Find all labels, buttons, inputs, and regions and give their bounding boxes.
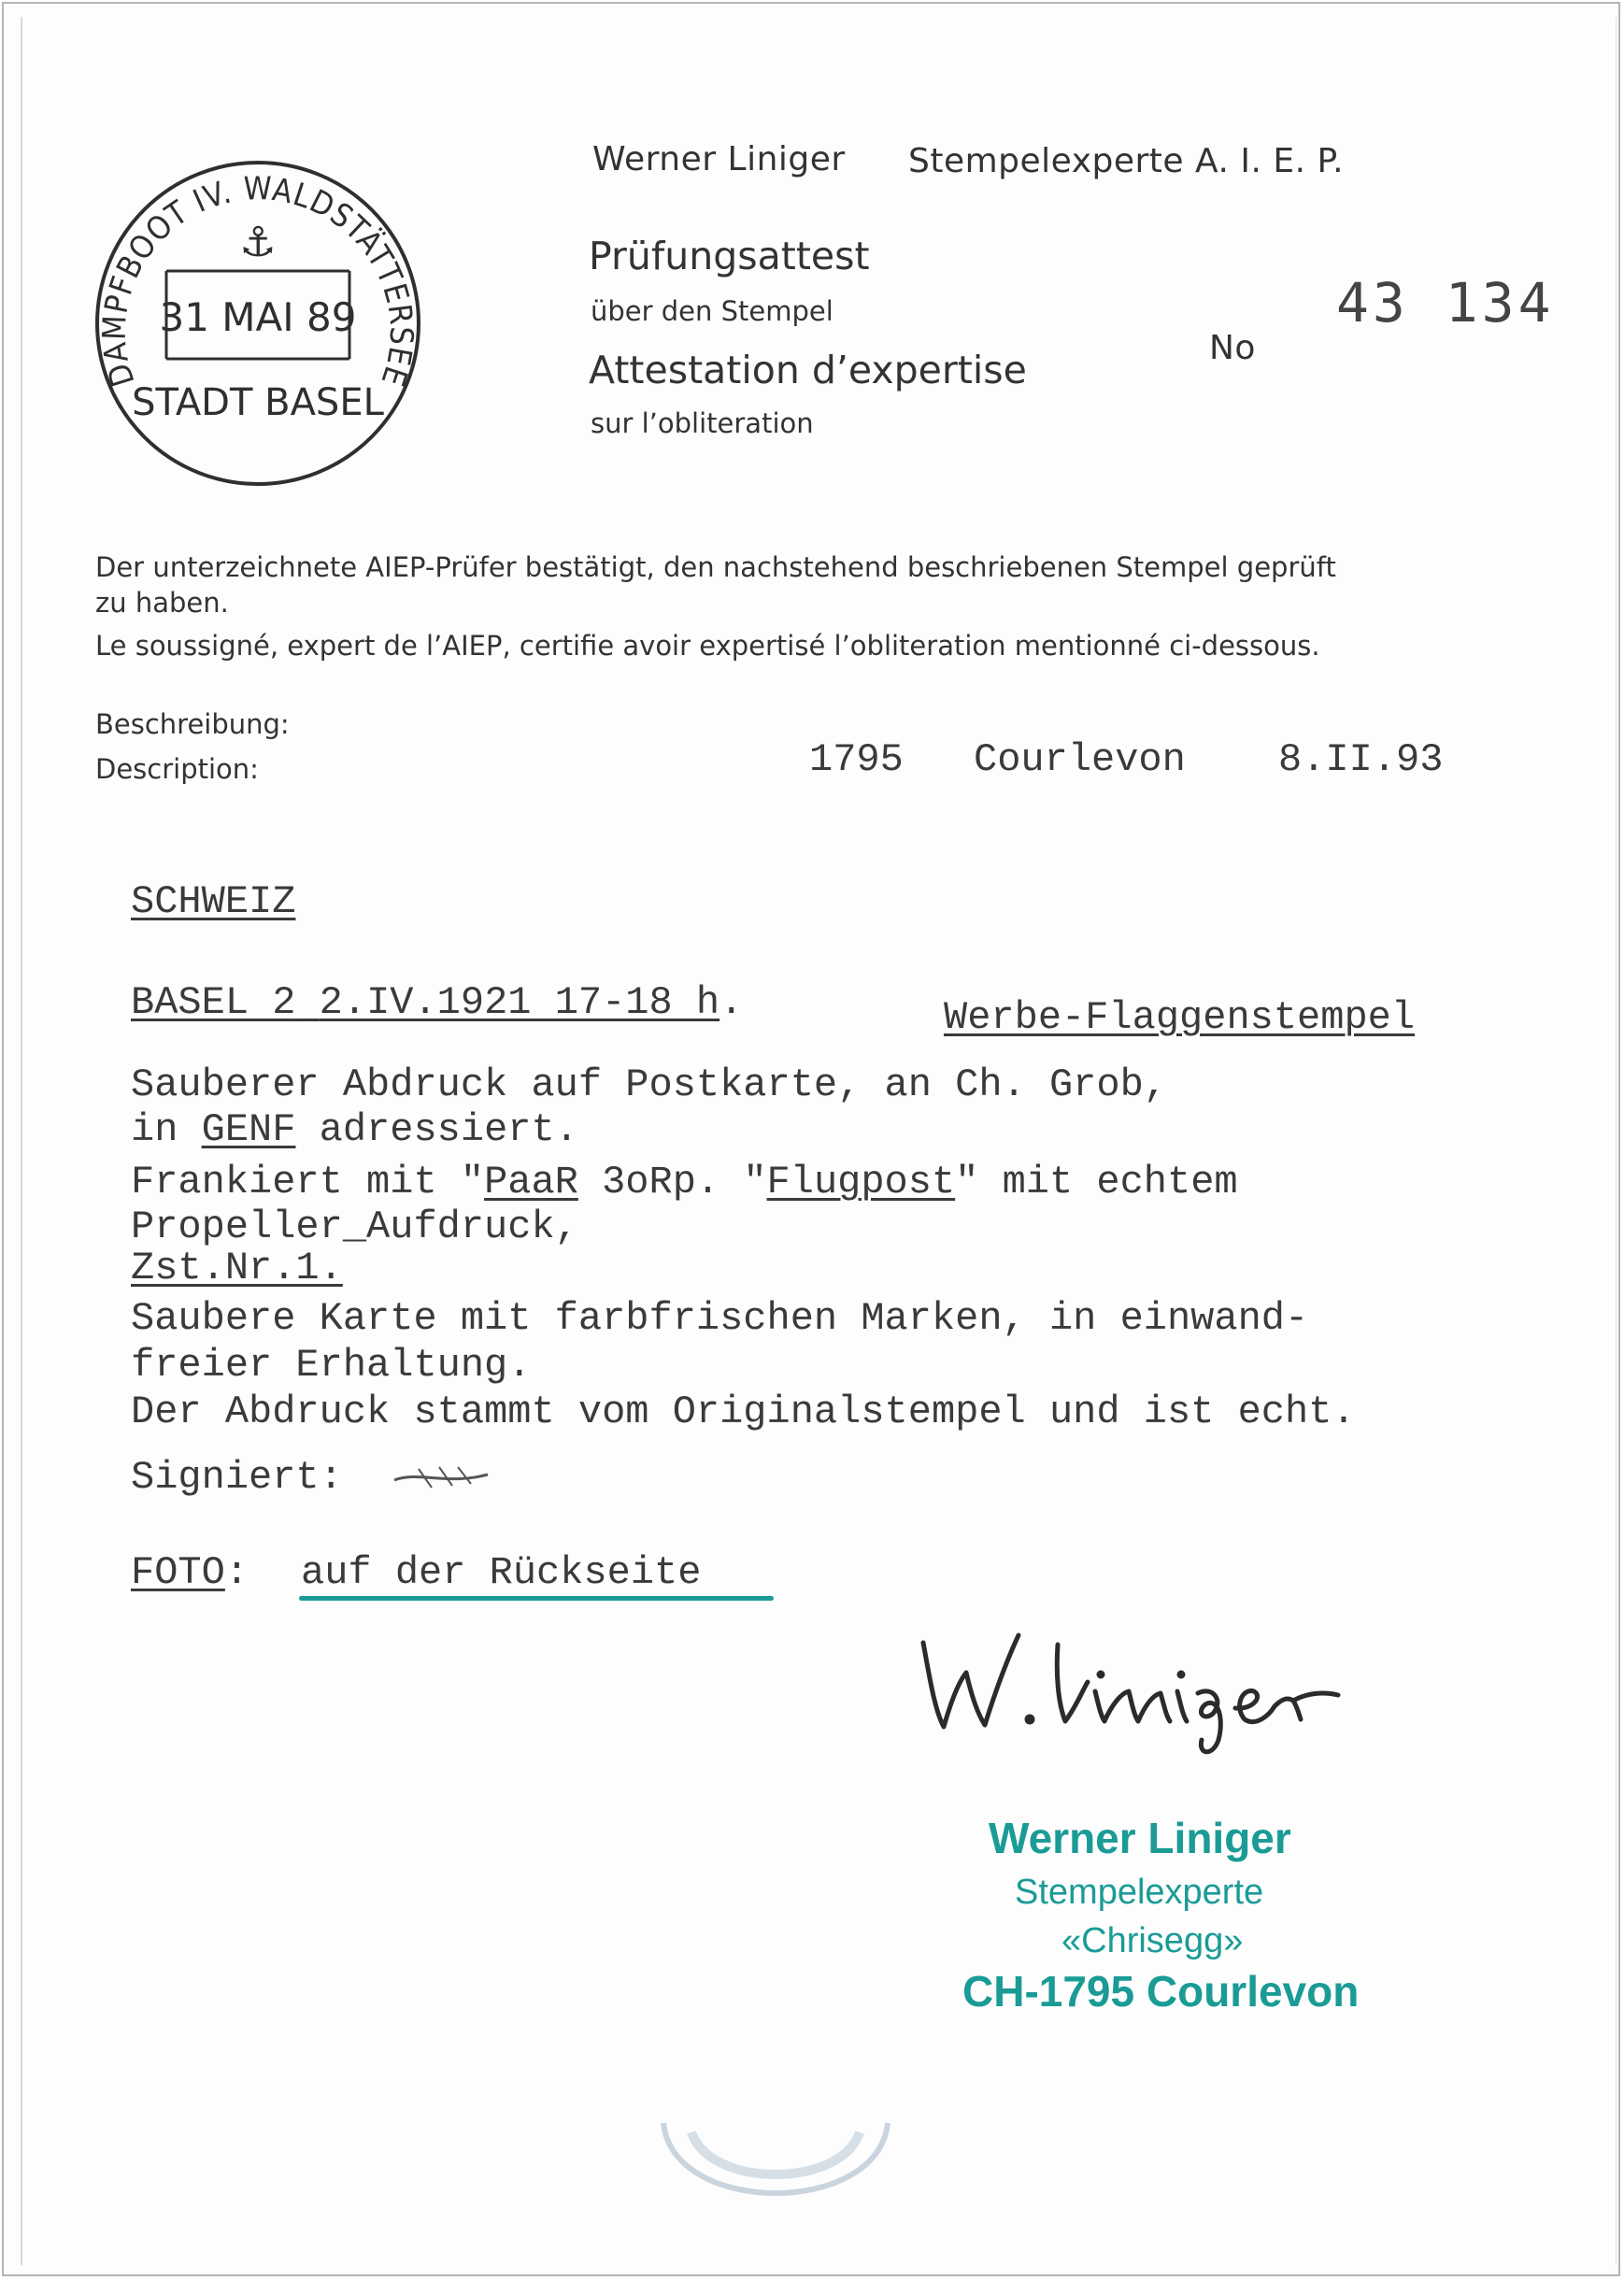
postmark-bottom: STADT BASEL <box>132 381 384 424</box>
foto-label: FOTO <box>131 1550 225 1595</box>
reverse-stamp-showthrough <box>654 2114 897 2244</box>
small-signature-mark <box>391 1461 493 1493</box>
stamp-role: Stempelexperte <box>1015 1873 1264 1912</box>
foto-text: auf der Rückseite <box>301 1550 702 1595</box>
intro-french-line: Le soussigné, expert de l’AIEP, certifie avoir expertisé l’obliteration mentionné ci-dessous. <box>95 630 1320 662</box>
anchor-icon: ⚓ <box>239 219 277 266</box>
number-label: No <box>1209 329 1256 367</box>
subtitle-french: sur l’obliteration <box>591 407 814 439</box>
handwritten-signature <box>916 1617 1383 1757</box>
title-french: Attestation d’expertise <box>589 348 1027 392</box>
body-line-3: Frankiert mit "PaaR 3oRp. "Flugpost" mit echtem <box>131 1160 1238 1204</box>
body-line-7: freier Erhaltung. <box>131 1343 532 1388</box>
body-line-4: Propeller_Aufdruck, <box>131 1204 578 1249</box>
expert-role: Stempelexperte A. I. E. P. <box>908 142 1345 180</box>
body-line-8: Der Abdruck stammt vom Originalstempel und ist echt. <box>131 1389 1356 1434</box>
postmark-arc-text: DAMPFBOOT IV. WALDSTÄTTERSEE <box>95 170 420 392</box>
expert-name: Werner Liniger <box>592 140 846 178</box>
body-line-1: Sauberer Abdruck auf Postkarte, an Ch. Grob, <box>131 1062 1167 1107</box>
description-postcode: 1795 <box>809 737 904 782</box>
country: SCHWEIZ <box>131 879 296 924</box>
description-label-french: Description: <box>95 753 259 785</box>
body-line-2: in GENF adressiert. <box>131 1107 578 1152</box>
foto-underline-teal <box>299 1596 774 1601</box>
stamp-name: Werner Liniger <box>989 1814 1291 1862</box>
cancel-line: BASEL 2 2.IV.1921 17-18 h. <box>131 980 744 1025</box>
subtitle-german: über den Stempel <box>591 295 833 327</box>
body-line-5: Zst.Nr.1. <box>131 1246 343 1290</box>
cancel-type: Werbe-Flaggenstempel <box>944 995 1416 1040</box>
description-date: 8.II.93 <box>1278 737 1444 782</box>
body-line-6: Saubere Karte mit farbfrischen Marken, in einwand- <box>131 1296 1309 1341</box>
foto-line: FOTO: <box>131 1550 249 1595</box>
postmark-stamp <box>90 155 426 492</box>
stamp-house: «Chrisegg» <box>1061 1921 1244 1960</box>
signed-label: Signiert: <box>131 1455 343 1500</box>
cancel-place-date: BASEL 2 2.IV.1921 17-18 h <box>131 980 720 1025</box>
title-german: Prüfungsattest <box>589 234 870 278</box>
intro-german-line1: Der unterzeichnete AIEP-Prüfer bestätigt, den nachstehend beschriebenen Stempel geprüft <box>95 551 1336 583</box>
intro-german-line2: zu haben. <box>95 587 229 619</box>
description-place: Courlevon <box>974 737 1186 782</box>
certificate-number: 43 134 <box>1336 271 1555 335</box>
description-label-german: Beschreibung: <box>95 708 290 740</box>
postmark-date: 31 MAI 89 <box>159 294 357 340</box>
stamp-address: CH-1795 Courlevon <box>962 1967 1360 2016</box>
